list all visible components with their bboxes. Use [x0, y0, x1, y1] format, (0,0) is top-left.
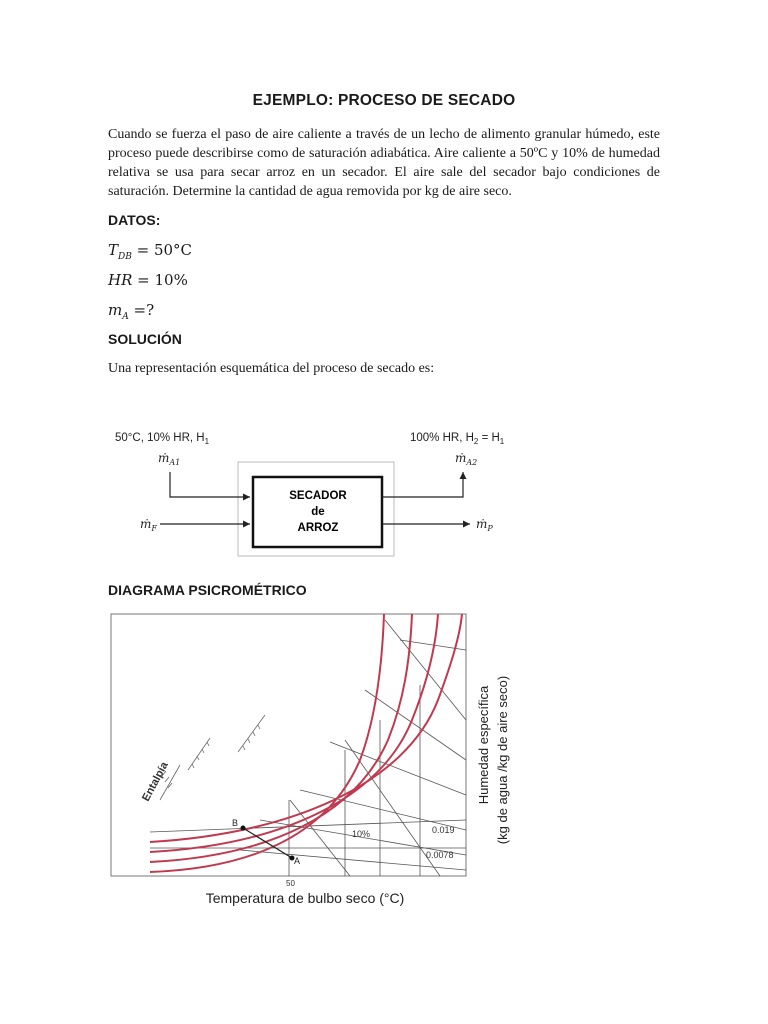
document-title: EJEMPLO: PROCESO DE SECADO	[252, 92, 516, 109]
ma2-label: ṁ$_{A2}$	[455, 451, 478, 467]
y-axis-label-2: (kg de agua /kg de aire seco)	[495, 675, 510, 845]
ma1-label: ṁ$_{A1}$	[158, 451, 181, 467]
psychrometric-chart	[0, 605, 768, 915]
mp-label: ṁ$_P$	[476, 517, 493, 533]
hr-var: HR	[108, 271, 133, 289]
hr-val: = 10%	[132, 271, 188, 289]
datos-tdb	[108, 241, 192, 262]
ma-sub: A	[122, 312, 129, 322]
box-line1: SECADOR	[289, 490, 347, 502]
rh-10-label: 10%	[352, 829, 371, 839]
box-line2: de	[311, 506, 325, 518]
box-line3: ARROZ	[297, 522, 339, 534]
ma-var: m	[108, 301, 123, 319]
y-axis-label-1: Humedad específica	[476, 685, 491, 805]
outlet-label: 100% HR, $H_2 = H_1$	[410, 432, 505, 446]
solucion-heading: SOLUCIÓN	[108, 331, 182, 347]
x-tick-50: 50	[286, 879, 295, 888]
point-b	[241, 826, 246, 831]
intro-paragraph: Cuando se fuerza el paso de aire caliente a través de un lecho de alimento granular húmedo, este proceso puede describirse como de saturación adiabática. Aire caliente a 50ºC y 10% de humedad relativa se usa para secar arroz en un secador. El aire sale del secador bajo condiciones de saturación. Determine la cantidad de agua removida por kg de aire seco.	[108, 127, 660, 199]
inlet-label: 50°C, 10% HR, $H_1$	[115, 432, 210, 446]
point-a-label: A	[294, 856, 301, 866]
datos-ma	[108, 301, 154, 322]
x-axis-label: Temperatura de bulbo seco (°C)	[205, 890, 405, 906]
w2-label: 0.0078	[426, 850, 454, 860]
mf-label: ṁ$_F$	[140, 517, 157, 533]
point-b-label: B	[232, 818, 239, 828]
solucion-text: Una representación esquemática del proceso de secado es:	[108, 361, 435, 376]
diagram-heading: DIAGRAMA PSICROMÉTRICO	[108, 582, 307, 598]
w1-label: 0.019	[432, 825, 455, 835]
entalpia-label: Entalpía	[140, 759, 171, 804]
tdb-val: = 50°C	[131, 241, 193, 259]
datos-hr	[108, 271, 188, 289]
ma-val: =?	[128, 301, 155, 319]
datos-heading: DATOS:	[108, 212, 161, 228]
drying-schematic	[0, 415, 768, 565]
tdb-sub: DB	[118, 252, 132, 262]
tdb-var: T	[108, 241, 119, 259]
